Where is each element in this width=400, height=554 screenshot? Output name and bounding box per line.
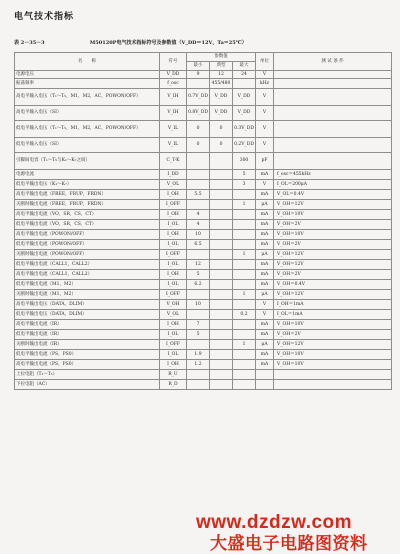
row-unit: mA (256, 190, 274, 200)
row-name: 低电平输出电流（PS，PS0） (15, 350, 160, 360)
watermark-url: www.dzdzw.com (196, 512, 353, 533)
row-typ (210, 330, 233, 340)
row-max: 300 (233, 153, 256, 170)
row-unit: μA (256, 290, 274, 300)
row-min (187, 250, 210, 260)
row-condition: V_OH＝12V (274, 200, 392, 210)
row-unit: pF (256, 153, 274, 170)
row-max (233, 330, 256, 340)
row-symbol: I_OFF (160, 290, 187, 300)
row-typ: V_DD (210, 89, 233, 106)
row-typ (210, 170, 233, 180)
row-symbol: V_OL (160, 180, 187, 190)
row-max (233, 320, 256, 330)
row-typ (210, 210, 233, 220)
table-row (15, 320, 392, 330)
table-row (15, 71, 392, 79)
row-max (233, 270, 256, 280)
row-min (187, 79, 210, 89)
row-typ (210, 230, 233, 240)
row-name: 高电平输出电流（POWON/OFF） (15, 230, 160, 240)
row-name: 高电平输入电压（SI） (15, 106, 160, 121)
row-max (233, 240, 256, 250)
table-row (15, 200, 392, 210)
row-symbol: I_OFF (160, 200, 187, 210)
row-condition (274, 121, 392, 138)
row-min: 4 (187, 210, 210, 220)
row-min: 0.8V_DD (187, 106, 210, 121)
table-row (15, 89, 392, 106)
row-min (187, 340, 210, 350)
table-row (15, 106, 392, 121)
row-name: 高电平输出电流（VO，SR，CS，CT） (15, 210, 160, 220)
table-row (15, 280, 392, 290)
row-min (187, 170, 210, 180)
row-typ (210, 200, 233, 210)
row-condition: V_OH＝10V (274, 210, 392, 220)
row-max: V_DD (233, 89, 256, 106)
row-max (233, 380, 256, 390)
table-row (15, 153, 392, 170)
table-row (15, 210, 392, 220)
header-symbol: 符号 (160, 53, 187, 71)
table-row (15, 290, 392, 300)
row-typ (210, 340, 233, 350)
row-min (187, 310, 210, 320)
row-min: 0.7V_DD (187, 89, 210, 106)
row-condition: V_OH＝10V (274, 360, 392, 370)
spec-table (14, 52, 392, 390)
row-condition: I_OL＝200μA (274, 180, 392, 190)
row-typ (210, 320, 233, 330)
row-name: 高电平输出电流（FREE，FRUP，FRDN） (15, 190, 160, 200)
table-row (15, 250, 392, 260)
row-typ (210, 300, 233, 310)
row-symbol: R_D (160, 380, 187, 390)
row-symbol: R_U (160, 370, 187, 380)
row-name: 电源电流 (15, 170, 160, 180)
table-caption (14, 39, 390, 46)
row-min: 5 (187, 270, 210, 280)
row-typ (210, 370, 233, 380)
table-row (15, 121, 392, 138)
row-condition (274, 89, 392, 106)
row-condition: V_OH＝12V (274, 340, 392, 350)
row-name: 关断时输出电流（M1，M2） (15, 290, 160, 300)
table-row (15, 180, 392, 190)
row-symbol: I_OH (160, 360, 187, 370)
row-max: 1 (233, 290, 256, 300)
row-unit: mA (256, 220, 274, 230)
row-unit: V (256, 310, 274, 320)
row-condition: V_OH＝0.4V (274, 280, 392, 290)
row-typ: 455/480 (210, 79, 233, 89)
row-name: 低电平输出电流（CALL1，CALL2） (15, 260, 160, 270)
row-typ: V_DD (210, 106, 233, 121)
row-condition: V_OH＝2V (274, 220, 392, 230)
table-row (15, 138, 392, 153)
watermark-site-name: 大盛电子电路图资料 (210, 534, 368, 554)
row-unit: mA (256, 350, 274, 360)
row-condition: V_OH＝2V (274, 270, 392, 280)
row-min: 4 (187, 220, 210, 230)
row-max (233, 350, 256, 360)
row-symbol: I_OL (160, 280, 187, 290)
table-row (15, 190, 392, 200)
row-condition: V_OH＝12V (274, 290, 392, 300)
row-symbol: f_osc (160, 79, 187, 89)
table-row (15, 370, 392, 380)
row-unit: mA (256, 240, 274, 250)
table-row (15, 300, 392, 310)
row-name: 低电平输出电流（M1，M2） (15, 280, 160, 290)
header-max: 最大 (233, 62, 256, 71)
row-max: 24 (233, 71, 256, 79)
row-min: 6.5 (187, 240, 210, 250)
row-symbol: I_DD (160, 170, 187, 180)
row-symbol: V_DD (160, 71, 187, 79)
row-typ (210, 270, 233, 280)
row-symbol: I_OL (160, 350, 187, 360)
row-max (233, 79, 256, 89)
row-typ (210, 250, 233, 260)
row-symbol: I_OH (160, 320, 187, 330)
row-unit: mA (256, 260, 274, 270)
row-symbol: V_OL (160, 310, 187, 320)
row-max: 0.3V_DD (233, 121, 256, 138)
row-condition: V_OH＝2V (274, 240, 392, 250)
row-condition (274, 79, 392, 89)
row-name: 上拉电阻（T₁～T₅） (15, 370, 160, 380)
row-max: 1 (233, 200, 256, 210)
table-row (15, 220, 392, 230)
row-symbol: V_IL (160, 121, 187, 138)
row-name: 低电平输出电流（POWON/OFF） (15, 240, 160, 250)
row-name: 下拉电阻（AC） (15, 380, 160, 390)
row-unit: μA (256, 250, 274, 260)
row-name: 振荡频率 (15, 79, 160, 89)
row-max (233, 230, 256, 240)
table-row (15, 330, 392, 340)
row-unit: V (256, 300, 274, 310)
row-name: 低电平输出电流（VO，SR，CS，CT） (15, 220, 160, 230)
row-symbol: I_OH (160, 210, 187, 220)
row-symbol: V_IH (160, 106, 187, 121)
row-condition: I_OL＝1mA (274, 310, 392, 320)
row-name: 低电平输入电压（SI） (15, 138, 160, 153)
row-unit: V (256, 138, 274, 153)
row-min (187, 370, 210, 380)
row-condition: V_OH＝12V (274, 250, 392, 260)
row-unit (256, 370, 274, 380)
table-row (15, 270, 392, 280)
row-min (187, 153, 210, 170)
table-row (15, 360, 392, 370)
row-unit: mA (256, 210, 274, 220)
row-max (233, 210, 256, 220)
table-row (15, 310, 392, 320)
row-name: 低电平输出电压（DATA，DLIM） (15, 310, 160, 320)
row-min (187, 290, 210, 300)
row-name: 关断时输出电流（FREE，FRUP，FRDN） (15, 200, 160, 210)
header-conditions: 测 试 条 件 (274, 53, 392, 71)
row-min: 12 (187, 260, 210, 270)
table-row (15, 350, 392, 360)
row-max (233, 300, 256, 310)
row-typ (210, 350, 233, 360)
row-max: 5 (233, 170, 256, 180)
row-condition: V_OH＝10V (274, 350, 392, 360)
row-symbol: I_OL (160, 220, 187, 230)
row-unit: V (256, 180, 274, 190)
row-unit: kHz (256, 79, 274, 89)
row-typ: 0 (210, 138, 233, 153)
table-row (15, 340, 392, 350)
row-min: 6.2 (187, 280, 210, 290)
row-symbol: C_T-K (160, 153, 187, 170)
row-min: 0 (187, 121, 210, 138)
header-min: 最小 (187, 62, 210, 71)
spec-table-body (15, 71, 392, 390)
row-min: 10 (187, 300, 210, 310)
row-max: 3 (233, 180, 256, 190)
row-symbol: I_OH (160, 190, 187, 200)
row-unit: mA (256, 280, 274, 290)
row-symbol: I_OFF (160, 250, 187, 260)
row-name: 低电平输入电压（T₁～T₅，M1，M2，AC，POWON/OFF） (15, 121, 160, 138)
row-condition (274, 370, 392, 380)
header-name: 名 称 (15, 53, 160, 71)
row-unit (256, 380, 274, 390)
row-symbol: I_OFF (160, 340, 187, 350)
row-condition: V_OH＝10V (274, 230, 392, 240)
header-typ: 典型 (210, 62, 233, 71)
row-condition (274, 106, 392, 121)
row-symbol: I_OH (160, 270, 187, 280)
row-name: 高电平输出电流（CALL1，CALL2） (15, 270, 160, 280)
row-name: 高电平输出电流（IR） (15, 320, 160, 330)
row-min (187, 380, 210, 390)
row-unit: μA (256, 200, 274, 210)
row-unit: mA (256, 360, 274, 370)
row-condition: V_OL＝0.4V (274, 190, 392, 200)
row-unit: mA (256, 230, 274, 240)
row-unit: mA (256, 170, 274, 180)
row-typ (210, 180, 233, 190)
row-typ: 0 (210, 121, 233, 138)
table-row (15, 79, 392, 89)
row-condition: V_OH＝10V (274, 320, 392, 330)
table-row (15, 260, 392, 270)
row-condition (274, 380, 392, 390)
row-unit: mA (256, 330, 274, 340)
header-param-group: 参数值 (187, 53, 256, 62)
row-typ (210, 190, 233, 200)
row-name: 关断时输出电流（IR） (15, 340, 160, 350)
row-condition: f_osc＝455kHz (274, 170, 392, 180)
row-unit: mA (256, 270, 274, 280)
row-symbol: I_OL (160, 330, 187, 340)
row-max (233, 370, 256, 380)
row-max (233, 260, 256, 270)
table-caption-title: M50120P电气技术指标符号及参数值（V_DD＝12V，Ta＝25℃） (89, 40, 247, 46)
row-condition (274, 138, 392, 153)
row-unit: V (256, 106, 274, 121)
header-unit: 单位 (256, 53, 274, 71)
row-min (187, 180, 210, 190)
table-number: 表 2－35－3 (14, 40, 45, 46)
row-min: 0 (187, 138, 210, 153)
row-typ (210, 360, 233, 370)
table-row (15, 170, 392, 180)
row-name: 电源电压 (15, 71, 160, 79)
row-symbol: V_IL (160, 138, 187, 153)
row-max: V_DD (233, 106, 256, 121)
row-name: 低电平输出电压（K₁～K₇） (15, 180, 160, 190)
row-max (233, 190, 256, 200)
row-typ (210, 240, 233, 250)
row-condition (274, 71, 392, 79)
row-max: 1 (233, 250, 256, 260)
row-max (233, 220, 256, 230)
row-min: 9 (187, 71, 210, 79)
row-typ (210, 280, 233, 290)
row-typ (210, 220, 233, 230)
row-condition (274, 153, 392, 170)
row-typ (210, 153, 233, 170)
row-typ (210, 290, 233, 300)
row-typ (210, 260, 233, 270)
row-min: 10 (187, 230, 210, 240)
row-max: 1 (233, 340, 256, 350)
row-condition: V_OH＝12V (274, 260, 392, 270)
row-min: 5 (187, 330, 210, 340)
row-symbol: V_OH (160, 300, 187, 310)
row-symbol: I_OL (160, 240, 187, 250)
row-symbol: I_OL (160, 260, 187, 270)
watermark (0, 509, 400, 554)
row-unit: V (256, 121, 274, 138)
row-unit: V (256, 89, 274, 106)
table-row (15, 380, 392, 390)
row-name: 引脚间电容（T₁～T₅与K₁～K₇之间） (15, 153, 160, 170)
row-condition: I_OH＝1mA (274, 300, 392, 310)
table-row (15, 230, 392, 240)
row-min: 7 (187, 320, 210, 330)
row-condition: V_OH＝2V (274, 330, 392, 340)
row-unit: V (256, 71, 274, 79)
row-name: 高电平输出电流（PS，PS0） (15, 360, 160, 370)
table-row (15, 240, 392, 250)
row-min (187, 200, 210, 210)
row-symbol: I_OH (160, 230, 187, 240)
row-max: 0.2 (233, 310, 256, 320)
row-typ (210, 310, 233, 320)
row-name: 关断时输出电流（POWON/OFF） (15, 250, 160, 260)
row-min: 1.9 (187, 350, 210, 360)
row-symbol: V_IH (160, 89, 187, 106)
row-name: 高电平输出电压（DATA，DLIM） (15, 300, 160, 310)
row-min: 5.5 (187, 190, 210, 200)
page-title: 电气技术指标 (14, 12, 75, 22)
row-name: 低电平输出电流（IR） (15, 330, 160, 340)
row-max (233, 280, 256, 290)
row-name: 高电平输入电压（T₁～T₅，M1，M2，AC，POWON/OFF） (15, 89, 160, 106)
row-unit: mA (256, 320, 274, 330)
row-typ: 12 (210, 71, 233, 79)
row-unit: μA (256, 340, 274, 350)
row-max (233, 360, 256, 370)
row-min: 1.2 (187, 360, 210, 370)
row-typ (210, 380, 233, 390)
row-max: 0.2V_DD (233, 138, 256, 153)
